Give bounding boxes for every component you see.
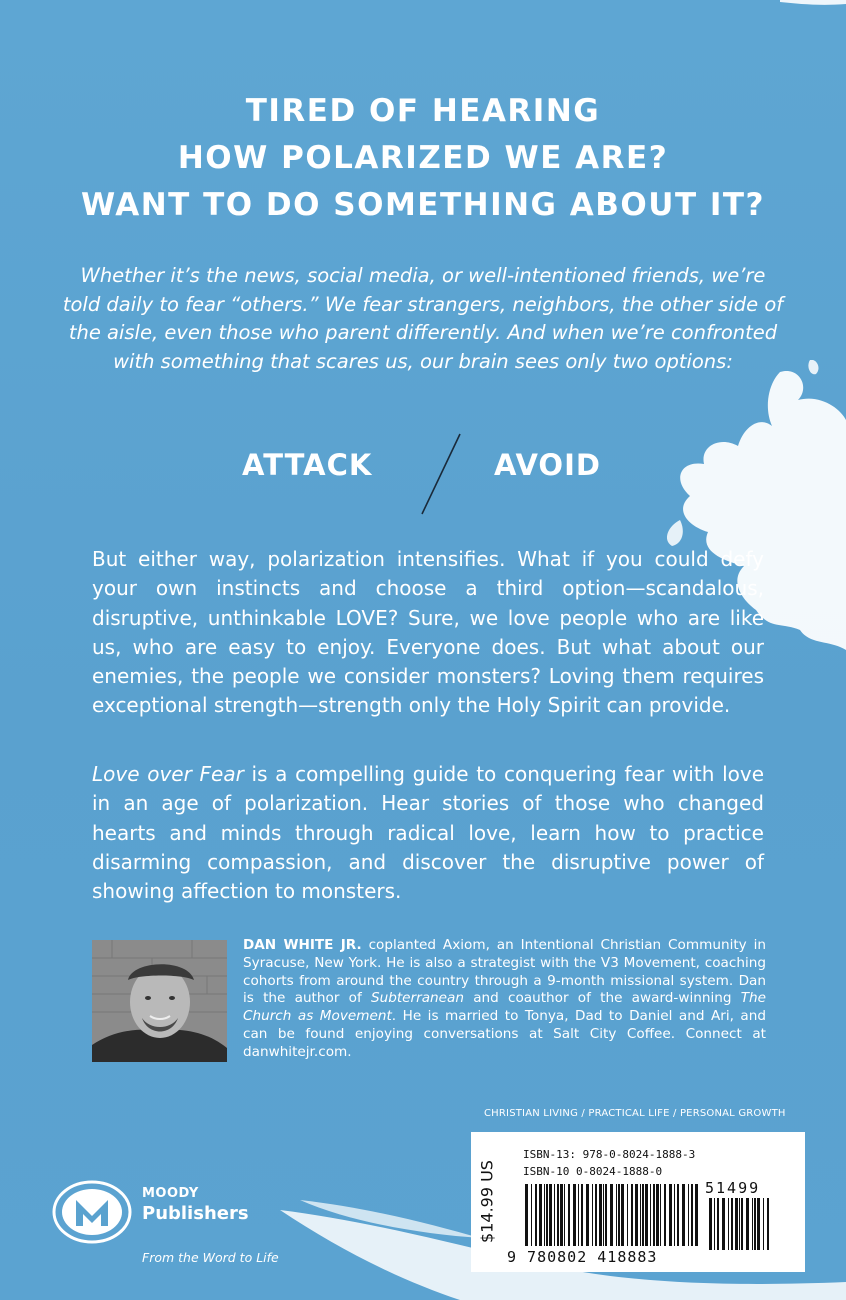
isbn-10: ISBN-10 0-8024-1888-0 <box>523 1165 663 1178</box>
barcode-bar <box>642 1184 644 1246</box>
bio-text-1: coplanted Axiom, an Intentional Christian Community in Syracuse, New York. He is also a strategist with the V3 Movement, coaching cohorts from around the country through a 9-month missional system. Dan is the author of <box>243 937 766 1007</box>
author-portrait-image <box>92 940 227 1062</box>
barcode-addon-number: 51499 <box>705 1179 761 1197</box>
barcode-bar <box>525 1184 528 1246</box>
barcode-bar <box>645 1184 648 1246</box>
price-label <box>475 1140 501 1265</box>
barcode-bar <box>717 1198 719 1250</box>
paint-fleck-top <box>780 0 846 16</box>
isbn-13: ISBN-13: 978-0-8024-1888-3 <box>523 1148 696 1161</box>
barcode-bar <box>682 1184 685 1246</box>
barcode-bar <box>714 1198 715 1250</box>
intro-text: Whether it’s the news, social media, or well-intentioned friends, we’re told daily to fear “others.” We fear strangers, neighbors, the other side of the aisle, even those who parent differently. And when we’re confronted with something that scares us, our brain sees only two options: <box>62 264 784 373</box>
category-label: CHRISTIAN LIVING / PRACTICAL LIFE / PERSONAL GROWTH <box>484 1108 786 1119</box>
barcode-bar <box>544 1184 545 1246</box>
barcode-bar <box>599 1184 602 1246</box>
barcode-number: 9 780802 418883 <box>507 1248 658 1266</box>
barcode-bar <box>631 1184 633 1246</box>
barcode-bar <box>635 1184 638 1246</box>
publisher-name-line-1: MOODY <box>142 1186 199 1201</box>
barcode-bar <box>560 1184 563 1246</box>
barcode-bar <box>564 1184 565 1246</box>
author-name: DAN WHITE JR. <box>243 937 362 953</box>
barcode-bar <box>752 1198 753 1250</box>
barcode-bar <box>739 1198 740 1250</box>
barcode-bar <box>767 1198 769 1250</box>
barcode-addon-bars <box>707 1198 795 1266</box>
barcode-bar <box>557 1184 559 1246</box>
barcode-bar <box>581 1184 583 1246</box>
barcode-bar <box>535 1184 537 1246</box>
barcode-bar <box>660 1184 661 1246</box>
barcode-bar <box>595 1184 597 1246</box>
moody-logo-icon <box>52 1180 132 1244</box>
barcode-bar <box>656 1184 659 1246</box>
barcode-bar <box>695 1184 698 1246</box>
barcode-bar <box>709 1198 712 1250</box>
price-text: $14.99 US <box>477 1160 497 1243</box>
barcode-bar <box>605 1184 607 1246</box>
barcode-bar <box>549 1184 552 1246</box>
bio-book-2: The Church as Movement <box>243 990 766 1025</box>
author-photo <box>92 940 227 1062</box>
barcode-bar <box>722 1198 725 1250</box>
barcode-bar <box>677 1184 679 1246</box>
barcode-bar <box>728 1198 729 1250</box>
barcode-bar <box>674 1184 675 1246</box>
body-paragraph-2-text: is a compelling guide to conquering fear with love in an age of polarization. Hear stories of those who changed hearts and minds through radical love, learn how to practice disarming compassion, and discover the disruptive power of showing affection to monsters. <box>92 762 765 904</box>
body-paragraph-1: But either way, polarization intensifies. What if you could defy your own instincts and choose a third option—scandalous, disruptive, unthinkable LOVE? Sure, we love people who are like us, who are easy to enjoy. Everyone does. But what about our enemies, the people we consider monsters? Loving them requires exceptional strength—strength only the Holy Spirit can provide. <box>92 547 764 718</box>
headline-line-2: HOW POLARIZED WE ARE? <box>177 140 669 176</box>
barcode-bar <box>610 1184 613 1246</box>
barcode-bar <box>592 1184 593 1246</box>
barcode-bar <box>568 1184 570 1246</box>
body-paragraph-2 <box>92 760 764 906</box>
barcode-bar <box>546 1184 548 1246</box>
barcode-bar <box>616 1184 617 1246</box>
barcode-bar <box>640 1184 641 1246</box>
bio-text-3: . He is married to Tonya, Dad to Daniel and Ari, and can be found enjoying conversations at Salt City Coffee. Connect at danwhitejr.com. <box>243 1008 766 1060</box>
bio-book-1: Subterranean <box>370 990 464 1007</box>
barcode-bar <box>754 1198 756 1250</box>
barcode-bar <box>531 1184 532 1246</box>
book-title: Love over Fear <box>92 762 244 786</box>
barcode-bar <box>691 1184 693 1246</box>
barcode-bar <box>731 1198 733 1250</box>
publisher-name-line-2: Publishers <box>142 1203 249 1224</box>
publisher-tagline: From the Word to Life <box>142 1250 279 1265</box>
barcode-bar <box>735 1198 738 1250</box>
barcode-bar <box>621 1184 624 1246</box>
barcode-bar <box>603 1184 604 1246</box>
barcode-bar <box>573 1184 576 1246</box>
barcode-bar <box>664 1184 666 1246</box>
barcode-bar <box>688 1184 689 1246</box>
barcode-bar <box>554 1184 555 1246</box>
barcode-bar <box>627 1184 628 1246</box>
bio-text-2: and coauthor of the award-winning <box>463 990 741 1007</box>
barcode-bar <box>669 1184 672 1246</box>
headline-line-1: TIRED OF HEARING <box>245 93 601 129</box>
options-row <box>0 430 846 520</box>
author-bio <box>243 937 766 1062</box>
barcode-bar <box>618 1184 620 1246</box>
barcode-bar <box>757 1198 760 1250</box>
barcode-box <box>471 1132 805 1272</box>
barcode-bar <box>746 1198 749 1250</box>
option-avoid: AVOID <box>494 448 601 482</box>
barcode-bar <box>578 1184 579 1246</box>
barcode-bar <box>741 1198 743 1250</box>
barcode-bar <box>763 1198 764 1250</box>
barcode-bars <box>523 1184 699 1246</box>
slash-divider <box>408 430 468 520</box>
headline-line-3: WANT TO DO SOMETHING ABOUT IT? <box>80 187 766 223</box>
barcode-bar <box>650 1184 651 1246</box>
barcode-bar <box>653 1184 655 1246</box>
option-attack: ATTACK <box>242 448 373 482</box>
barcode-bar <box>539 1184 542 1246</box>
headline <box>0 88 846 229</box>
barcode-bar <box>586 1184 589 1246</box>
